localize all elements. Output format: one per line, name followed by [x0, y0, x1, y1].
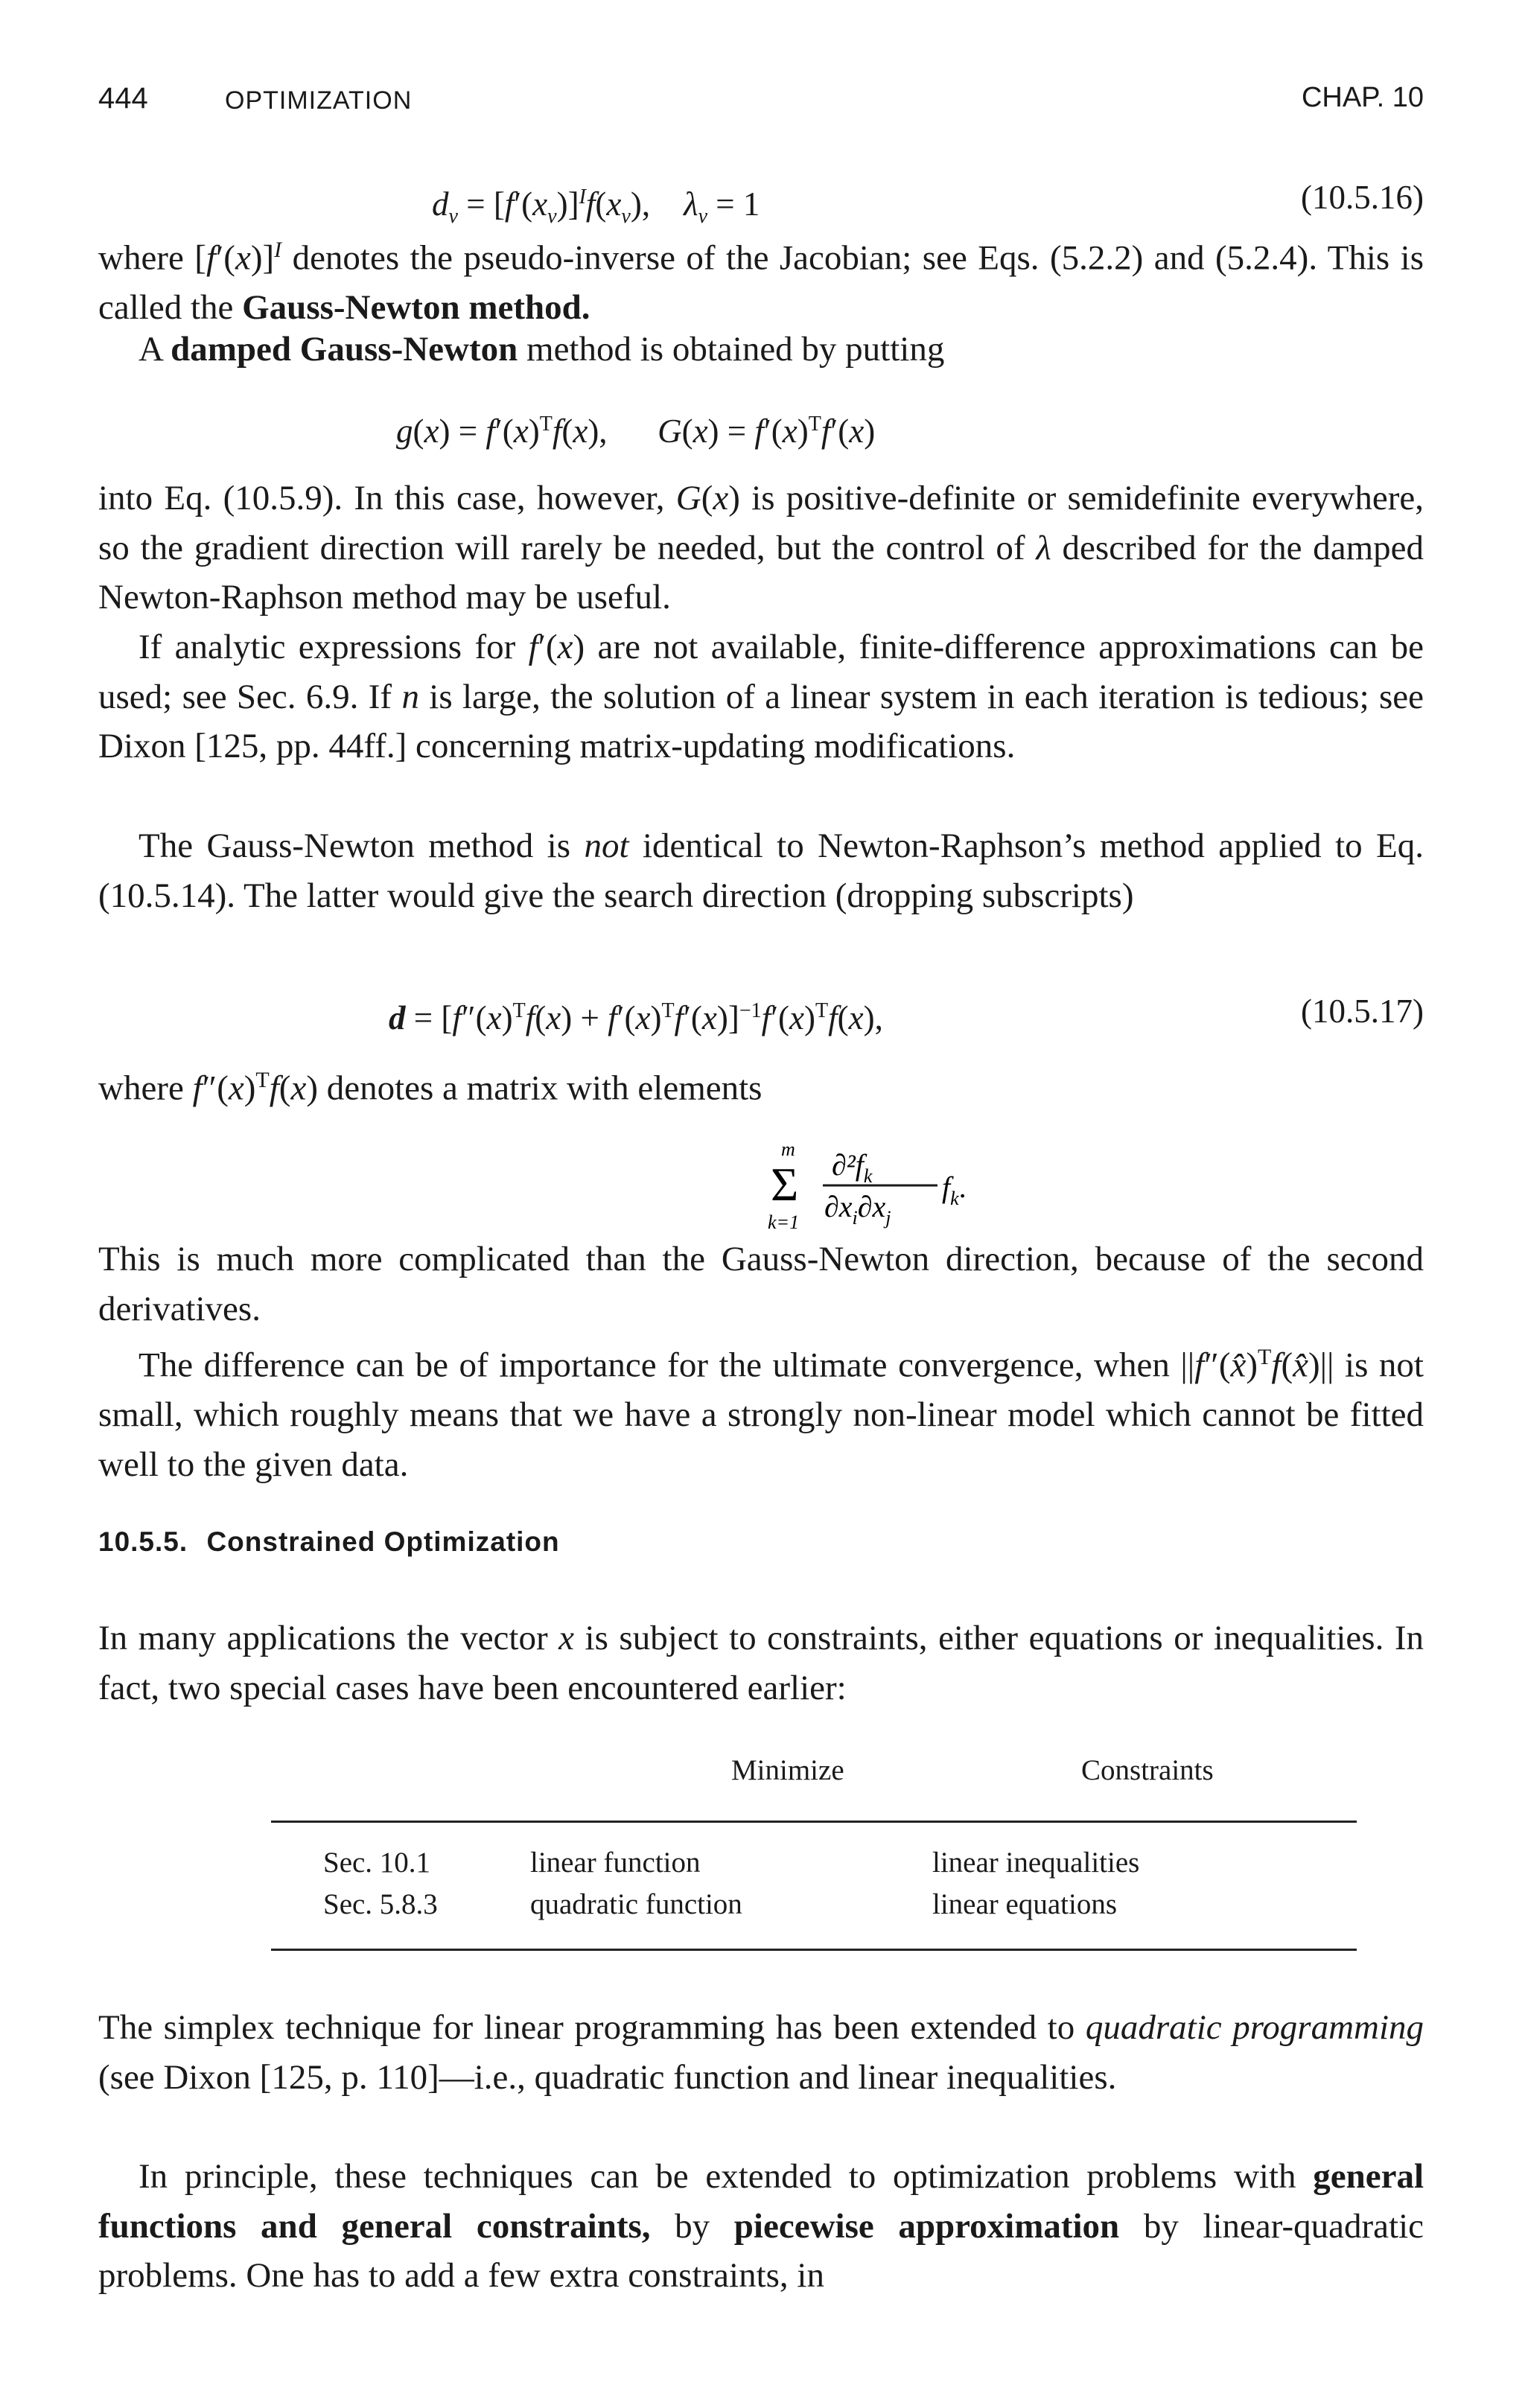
table-rule-bottom [271, 1949, 1357, 1951]
term-damped-gauss-newton: damped Gauss-Newton [171, 330, 518, 369]
equation-number: (10.5.17) [1301, 993, 1424, 1030]
equation-number: (10.5.16) [1301, 179, 1424, 216]
text-run: denotes a matrix with elements [317, 1068, 762, 1108]
text-run: denotes the pseudo-inverse of the Jacobian; see Eqs. (5.2.2) and (5.2.4). This is called the [98, 238, 1424, 328]
table-cell: Sec. 10.1 [323, 1847, 431, 1879]
sum-lower-limit: k=1 [768, 1211, 800, 1233]
paragraph-simplex [98, 2003, 1424, 2102]
text-run: described for the damped Newton-Raphson method may be useful. [98, 528, 1424, 617]
equation-body: $g(x) = f'(x)^Tf(x)$, $G(x) = f'(x)^Tf'(x)$ [396, 413, 876, 450]
text-run: is large, the solution of a linear system in each iteration is tedious; see Dixon [125, pp. 44ff.] concerning matrix-updating modifications. [98, 677, 1424, 765]
text-run: by linear-quadratic problems. One has to add a few extra constraints, in [98, 2206, 1424, 2295]
table-header-constraints: Constraints [1081, 1754, 1214, 1786]
term-piecewise-approximation: piecewise approximation [733, 2206, 1120, 2246]
text-run: where [98, 1068, 193, 1108]
paragraph-more-complicated [98, 1235, 1424, 1334]
paragraph-analytic-expressions: If analytic expressions for f′(x) are not available, finite-difference approximations can be used; see Sec. 6.9. If n is large, the solution of a linear system in each iteration is tedious; see Dixon [125, pp. 44ff.] concerning matrix-updating modifications. [98, 628, 1424, 765]
text-run: by [650, 2206, 734, 2246]
paragraph-difference: The difference can be of importance for the ultimate convergence, when ||f″(x̂)$^T$f(x̂)|| is not small, which roughly means that we have a strongly non-linear model which cannot be fitted well to the given data. [98, 1345, 1424, 1484]
text-run: In many applications the vector [98, 1619, 559, 1657]
paragraph-constraints-intro: In many applications the vector x is subject to constraints, either equations or inequalities. In fact, two special cases have been encountered earlier: [98, 1619, 1424, 1707]
paragraph-into-eq: into Eq. (10.5.9). In this case, however, G(x) is positive-definite or semidefinite everywhere, so the gradient direction will rarely be needed, but the control of λ described for the damped Newton-Raphson method may be useful. [98, 479, 1424, 617]
sigma-symbol: Σ [771, 1158, 799, 1211]
table-cell: linear function [530, 1847, 701, 1879]
running-title: OPTIMIZATION [225, 86, 413, 115]
emphasis-not: not [584, 826, 629, 865]
paragraph-not-identical [98, 821, 1424, 920]
page-number: 444 [98, 82, 148, 115]
text-run: In principle, these techniques can be extended to optimization problems with [139, 2157, 1314, 2196]
text-run: is positive-definite or semidefinite everywhere, so the gradient direction will rarely be needed, but the control of [98, 479, 1424, 567]
table-cell: linear equations [932, 1888, 1117, 1920]
text-run: is not small, which roughly means that we have a strongly non-linear model which cannot be fitted well to the given data. [98, 1345, 1424, 1484]
text-run: method is obtained by putting [518, 330, 945, 369]
paragraph-damped [98, 325, 1424, 375]
text-run: is subject to constraints, either equations or inequalities. In fact, two special cases have been encountered earlier: [98, 1619, 1424, 1707]
paragraph-in-principle [98, 2152, 1424, 2301]
term-gauss-newton-method: Gauss-Newton method. [242, 288, 590, 328]
text-run: The simplex technique for linear programming has been extended to [98, 2008, 1086, 2047]
section-number: 10.5.5. [98, 1526, 188, 1557]
paragraph-gauss-newton-intro: where $[f'(x)]^I$ denotes the pseudo-inverse of the Jacobian; see Eqs. (5.2.2) and (5.2.4). This is called the Gauss-Newton method. [98, 238, 1424, 328]
table-cell: Sec. 5.8.3 [323, 1888, 438, 1920]
text-run: (see Dixon [125, p. 110]—i.e., quadratic function and linear inequalities. [98, 2057, 1117, 2097]
text-run: are not available, finite-difference approximations can be used; see Sec. 6.9. If [98, 628, 1424, 716]
table-header-minimize: Minimize [731, 1754, 844, 1786]
sum-upper-limit: m [781, 1139, 795, 1160]
text-run: into Eq. (10.5.9). In this case, however, [98, 479, 676, 517]
table-rule-top [271, 1821, 1357, 1823]
table-cell: quadratic function [530, 1888, 742, 1920]
text-run: where [98, 238, 184, 278]
fraction-denominator: $\partial x_i\partial x_j$ [824, 1190, 891, 1229]
text-run: identical to Newton-Raphson’s method applied to Eq. (10.5.14). The latter would give the search direction (dropping subscripts) [98, 826, 1424, 915]
chapter-label: CHAP. 10 [1301, 82, 1424, 113]
text-run: A [139, 330, 171, 369]
section-title: Constrained Optimization [206, 1526, 560, 1557]
equation-body: $d_\nu = [f'(x_\nu)]^If(x_\nu)$, $\lambda_\nu = 1$ [432, 185, 760, 228]
summation-expression [765, 1139, 1003, 1236]
text-run: The Gauss-Newton method is [139, 826, 585, 865]
paragraph-matrix-elements: where $f''(x)^Tf(x)$ denotes a matrix with elements [98, 1068, 762, 1108]
text-run: The difference can be of importance for the ultimate convergence, when [139, 1345, 1181, 1385]
section-heading [98, 1526, 560, 1558]
emphasis-quadratic-programming: quadratic programming [1085, 2008, 1424, 2047]
text-run: This is much more complicated than the Gauss-Newton direction, because of the second derivatives. [98, 1240, 1424, 1328]
equation-body: $d = [f''(x)^Tf(x) + f'(x)^Tf'(x)]^{-1}f'(x)^Tf(x)$, [389, 999, 883, 1036]
table-cell: linear inequalities [932, 1847, 1140, 1879]
running-header [98, 82, 1424, 127]
fraction-numerator: $\partial^2f_k$ [832, 1148, 873, 1187]
factor-fk: $f_k$. [942, 1170, 967, 1209]
text-run: If analytic expressions for [139, 628, 529, 666]
term-general-functions: general functions and general constraints, [98, 2157, 1424, 2246]
